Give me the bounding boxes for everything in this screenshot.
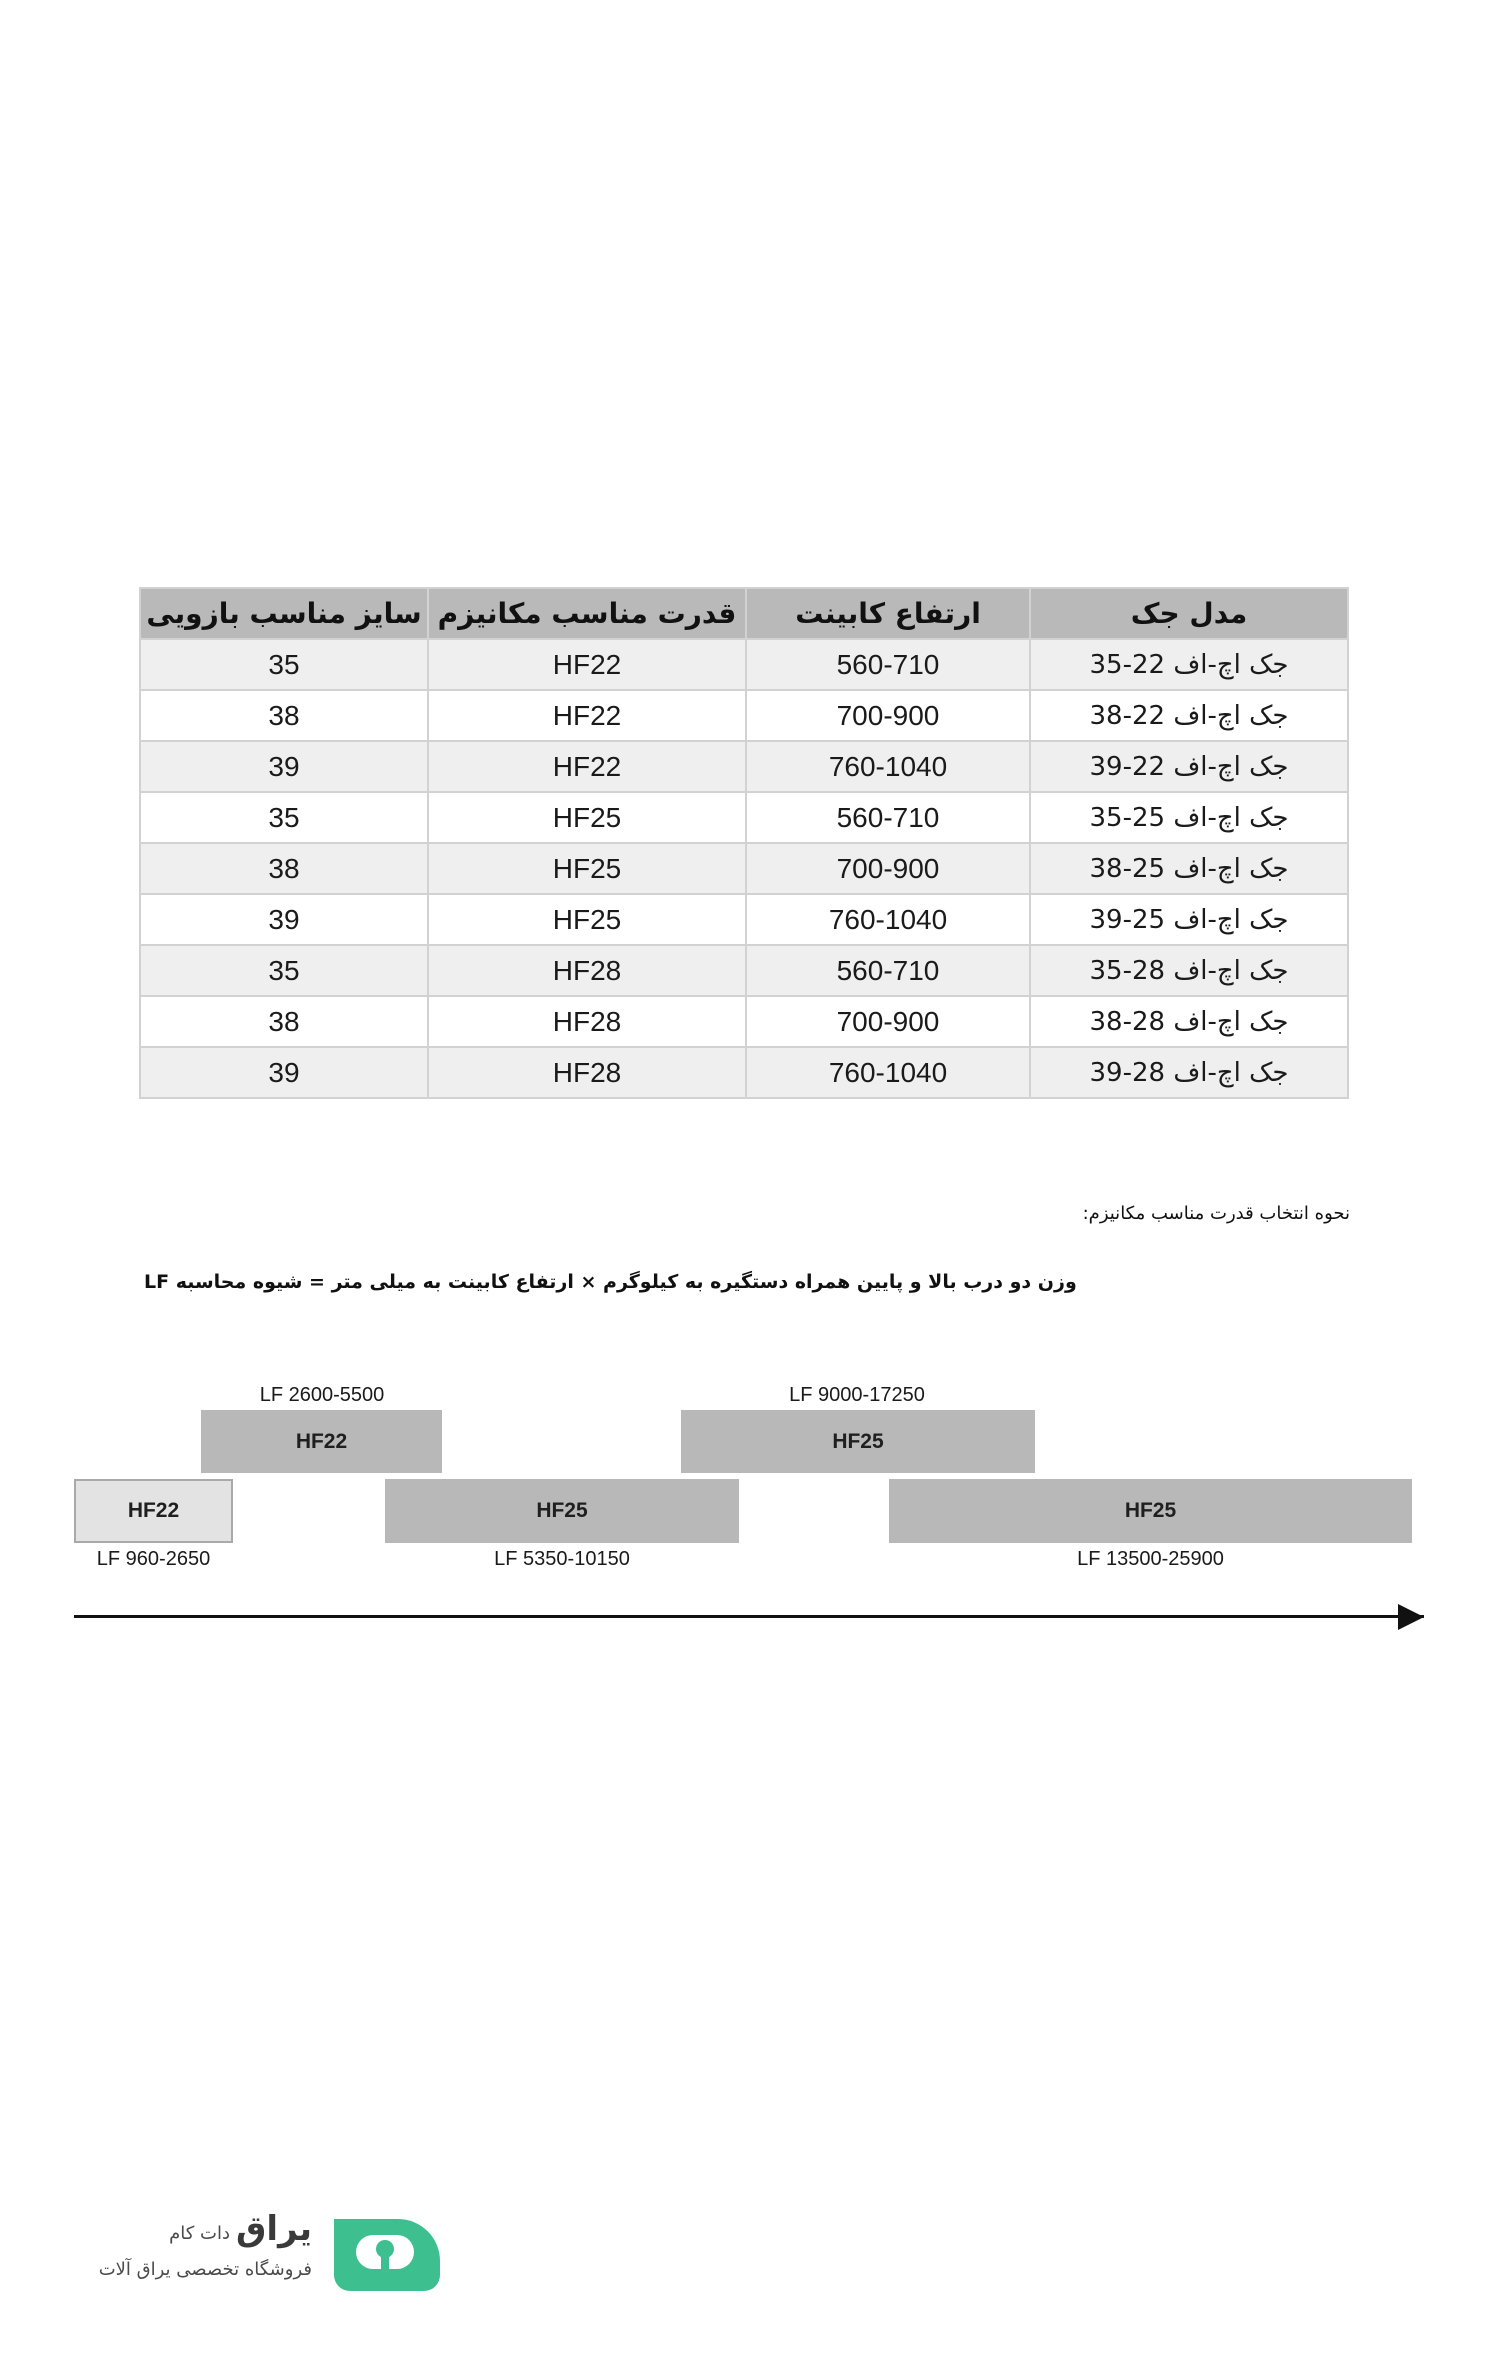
range-label: LF 960-2650 <box>96 1548 211 1570</box>
cell-height: 700-900 <box>746 996 1030 1047</box>
table-row <box>140 741 1348 792</box>
power-bar-hf22-lower: HF22 <box>74 1479 233 1543</box>
arrow-right-icon <box>1398 1604 1424 1630</box>
power-bar-hf25-upper: HF25 <box>681 1410 1035 1473</box>
table-row <box>140 639 1348 690</box>
cell-height: 560-710 <box>746 792 1030 843</box>
cell-size: 35 <box>140 639 428 690</box>
cell-height: 700-900 <box>746 843 1030 894</box>
cell-power: HF25 <box>428 792 746 843</box>
cell-size: 39 <box>140 741 428 792</box>
brand-name: یراق <box>236 2209 312 2249</box>
cell-model: جک اچ-اف 25-35 <box>1030 792 1348 843</box>
range-label: LF 9000-17250 <box>789 1384 925 1406</box>
cell-height: 760-1040 <box>746 741 1030 792</box>
range-label: LF 13500-25900 <box>1077 1548 1224 1570</box>
cell-power: HF25 <box>428 894 746 945</box>
power-bar-hf25-lower: HF25 <box>385 1479 739 1543</box>
cell-model: جک اچ-اف 22-38 <box>1030 690 1348 741</box>
cell-size: 35 <box>140 792 428 843</box>
brand-tagline: فروشگاه تخصصی یراق آلات <box>98 2259 312 2280</box>
table-row <box>140 996 1348 1047</box>
table-row <box>140 792 1348 843</box>
cell-power: HF22 <box>428 639 746 690</box>
cell-model: جک اچ-اف 25-39 <box>1030 894 1348 945</box>
header-arm-size: سایز مناسب بازویی <box>140 588 428 639</box>
cell-height: 700-900 <box>746 690 1030 741</box>
cell-size: 38 <box>140 690 428 741</box>
cell-power: HF22 <box>428 690 746 741</box>
cell-model: جک اچ-اف 28-38 <box>1030 996 1348 1047</box>
cell-power: HF28 <box>428 945 746 996</box>
header-cabinet-height: ارتفاع کابینت <box>746 588 1030 639</box>
cell-model: جک اچ-اف 25-38 <box>1030 843 1348 894</box>
selection-method-title: نحوه انتخاب قدرت مناسب مکانیزم: <box>1082 1203 1350 1224</box>
header-model: مدل جک <box>1030 588 1348 639</box>
cell-size: 35 <box>140 945 428 996</box>
range-label: LF 2600-5500 <box>259 1384 385 1406</box>
power-bar-hf25-wide: HF25 <box>889 1479 1412 1543</box>
cell-model: جک اچ-اف 28-35 <box>1030 945 1348 996</box>
cell-size: 38 <box>140 843 428 894</box>
cell-power: HF22 <box>428 741 746 792</box>
cell-height: 760-1040 <box>746 894 1030 945</box>
table-row <box>140 1047 1348 1098</box>
cell-power: HF25 <box>428 843 746 894</box>
table-row <box>140 945 1348 996</box>
brand-mark-icon <box>326 2205 448 2295</box>
brand-suffix: دات کام <box>169 2223 230 2244</box>
cell-height: 760-1040 <box>746 1047 1030 1098</box>
table-header-row <box>140 588 1348 639</box>
lf-axis-line <box>74 1615 1424 1618</box>
cell-size: 39 <box>140 894 428 945</box>
cell-power: HF28 <box>428 996 746 1047</box>
range-label: LF 5350-10150 <box>494 1548 630 1570</box>
table-row <box>140 894 1348 945</box>
cell-size: 39 <box>140 1047 428 1098</box>
cell-model: جک اچ-اف 22-35 <box>1030 639 1348 690</box>
cell-power: HF28 <box>428 1047 746 1098</box>
cell-model: جک اچ-اف 28-39 <box>1030 1047 1348 1098</box>
lf-formula: وزن دو درب بالا و پایین همراه دستگیره به کیلوگرم × ارتفاع کابینت به میلی متر = شیوه محاسبه LF <box>144 1271 1077 1293</box>
cell-height: 560-710 <box>746 945 1030 996</box>
cell-model: جک اچ-اف 22-39 <box>1030 741 1348 792</box>
table-row <box>140 690 1348 741</box>
hinge-spec-table <box>139 587 1349 1099</box>
brand-logo <box>98 2205 448 2295</box>
power-bar-hf22-upper: HF22 <box>201 1410 442 1473</box>
table-row <box>140 843 1348 894</box>
header-mechanism-power: قدرت مناسب مکانیزم <box>428 588 746 639</box>
cell-size: 38 <box>140 996 428 1047</box>
cell-height: 560-710 <box>746 639 1030 690</box>
